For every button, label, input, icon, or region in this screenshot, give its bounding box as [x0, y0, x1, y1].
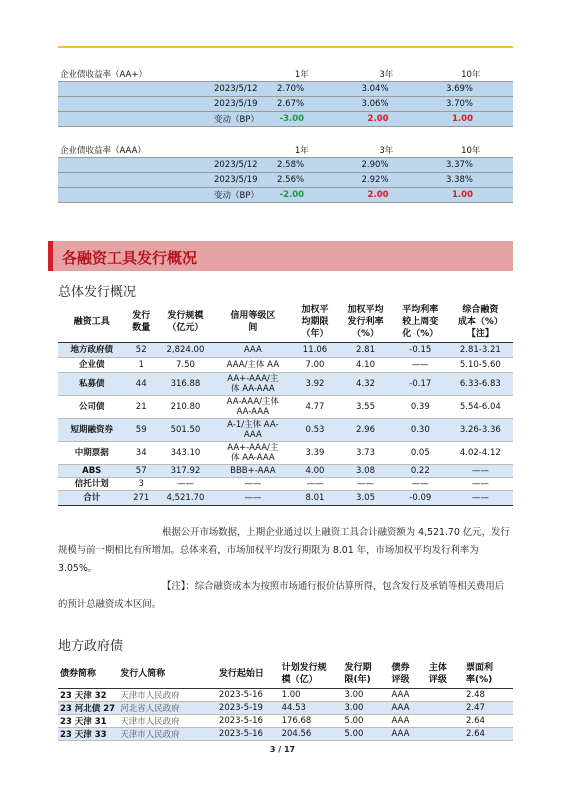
table-cell: ——	[157, 478, 214, 491]
local-gov-title: 地方政府债	[58, 639, 124, 654]
table-cell: 3.05	[338, 491, 393, 506]
table-row	[58, 419, 513, 442]
table-cell: 23 天津 31	[58, 715, 118, 728]
col-10y: 10年	[429, 143, 513, 158]
table-cell: 2.64	[464, 715, 513, 728]
cell: 2.56%	[260, 173, 344, 188]
table-row	[58, 702, 513, 715]
table-cell	[427, 689, 464, 702]
table-cell: 5.54-6.04	[448, 396, 513, 419]
table-cell: ——	[448, 478, 513, 491]
row-date: 2023/5/12	[212, 82, 260, 97]
table-cell: ——	[292, 478, 338, 491]
table-cell: 私募债	[58, 373, 125, 396]
change-cell: 1.00	[429, 112, 513, 127]
table-cell: 合计	[58, 491, 125, 506]
table-cell: AAA	[390, 702, 427, 715]
table-cell: 3.39	[292, 442, 338, 465]
col-1y: 1年	[260, 143, 344, 158]
table-row	[58, 442, 513, 465]
column-header: 发行起始日	[217, 660, 280, 689]
table-cell: 4.02-4.12	[448, 442, 513, 465]
table-cell: 34	[125, 442, 157, 465]
table-cell: 44	[125, 373, 157, 396]
column-header: 债券简称	[58, 660, 118, 689]
table-cell: 2.81	[338, 343, 393, 358]
table-cell: -0.17	[393, 373, 448, 396]
cell: 2.58%	[260, 158, 344, 173]
table-row	[58, 396, 513, 419]
table-cell: 1	[125, 358, 157, 373]
table-cell: 176.68	[280, 715, 343, 728]
table-cell: 短期融资券	[58, 419, 125, 442]
row-date: 2023/5/12	[212, 158, 260, 173]
column-header: 发行人简称	[118, 660, 217, 689]
change-cell: 2.00	[344, 112, 428, 127]
column-header: 加权平 均期限 （年）	[292, 302, 338, 343]
table-cell: 公司债	[58, 396, 125, 419]
bond-header-row	[58, 660, 513, 689]
table-cell: ——	[448, 491, 513, 506]
table-cell: 0.30	[393, 419, 448, 442]
cell: 2.92%	[344, 173, 428, 188]
table-cell: 204.56	[280, 728, 343, 741]
table-cell: 0.39	[393, 396, 448, 419]
table-cell: 0.05	[393, 442, 448, 465]
table-cell: 4.00	[292, 465, 338, 478]
cell: 3.37%	[429, 158, 513, 173]
column-header: 债券 评级	[390, 660, 427, 689]
table-cell: 3.55	[338, 396, 393, 419]
cell: 3.04%	[344, 82, 428, 97]
table-cell: 2.48	[464, 689, 513, 702]
table-cell: 天津市人民政府	[118, 715, 217, 728]
cell: 3.38%	[429, 173, 513, 188]
section-title: 各融资工具发行概况	[62, 249, 198, 267]
table-cell: 7.50	[157, 358, 214, 373]
column-header: 综合融资 成本（%） 【注】	[448, 302, 513, 343]
table-cell: 河北省人民政府	[118, 702, 217, 715]
issuance-header-row	[58, 302, 513, 343]
table-cell: 3.92	[292, 373, 338, 396]
table-cell: 2.47	[464, 702, 513, 715]
column-header: 计划发行规 模（亿）	[280, 660, 343, 689]
table-cell: 57	[125, 465, 157, 478]
table-cell: 343.10	[157, 442, 214, 465]
table-cell: 4.10	[338, 358, 393, 373]
table-cell: 210.80	[157, 396, 214, 419]
table-cell: 3	[125, 478, 157, 491]
cell: 3.69%	[429, 82, 513, 97]
table-cell: 天津市人民政府	[118, 728, 217, 741]
change-row	[58, 188, 513, 203]
table-cell: AAA	[390, 715, 427, 728]
column-header: 发行期 限(年)	[342, 660, 389, 689]
table-cell: 4,521.70	[157, 491, 214, 506]
table-cell: 44.53	[280, 702, 343, 715]
change-cell: 1.00	[429, 188, 513, 203]
table-cell: ABS	[58, 465, 125, 478]
table-row	[58, 173, 513, 188]
top-accent-line	[58, 46, 513, 48]
col-3y: 3年	[344, 67, 428, 82]
change-label: 变动（BP）	[212, 112, 260, 127]
table-cell: AAA	[214, 343, 292, 358]
table-cell: -0.15	[393, 343, 448, 358]
cell: 2.67%	[260, 97, 344, 112]
column-header: 主体 评级	[427, 660, 464, 689]
table-cell: A-1/主体 AA- AAA	[214, 419, 292, 442]
table-cell	[427, 715, 464, 728]
table-row	[58, 82, 513, 97]
table-cell: 5.00	[342, 715, 389, 728]
table-cell: 4.32	[338, 373, 393, 396]
table-cell: 2,824.00	[157, 343, 214, 358]
table-cell: 2023-5-16	[217, 689, 280, 702]
page-number: 3 / 17	[269, 745, 296, 754]
table-cell: 2023-5-19	[217, 702, 280, 715]
cell: 2.70%	[260, 82, 344, 97]
table-row	[58, 343, 513, 358]
cell: 3.06%	[344, 97, 428, 112]
table-cell: -0.09	[393, 491, 448, 506]
table-row	[58, 689, 513, 702]
row-date: 2023/5/19	[212, 97, 260, 112]
table-cell: 2.96	[338, 419, 393, 442]
yield-table-title: 企业债收益率（AAA）	[58, 143, 212, 158]
table-cell: 信托计划	[58, 478, 125, 491]
yield-table-aa-plus	[58, 67, 513, 127]
table-cell: 6.33-6.83	[448, 373, 513, 396]
table-cell: ——	[393, 478, 448, 491]
table-cell: 4.77	[292, 396, 338, 419]
table-cell: ——	[338, 478, 393, 491]
table-row	[58, 491, 513, 506]
table-cell: 3.00	[342, 702, 389, 715]
row-date: 2023/5/19	[212, 173, 260, 188]
column-header: 融资工具	[58, 302, 125, 343]
table-cell: 2023-5-16	[217, 715, 280, 728]
table-cell: 23 河北债 27	[58, 702, 118, 715]
column-header: 加权平均 发行利率 （%）	[338, 302, 393, 343]
column-header: 信用等级区 间	[214, 302, 292, 343]
table-cell: 3.08	[338, 465, 393, 478]
change-cell: -3.00	[260, 112, 344, 127]
table-cell: 271	[125, 491, 157, 506]
table-cell: AAA/主体 AA	[214, 358, 292, 373]
change-cell: 2.00	[344, 188, 428, 203]
issuance-table	[58, 302, 513, 506]
yield-table-aaa	[58, 143, 513, 203]
table-cell: 501.50	[157, 419, 214, 442]
table-cell: 5.00	[342, 728, 389, 741]
table-row	[58, 465, 513, 478]
col-1y: 1年	[260, 67, 344, 82]
table-row	[58, 97, 513, 112]
summary-paragraph: 根据公开市场数据，上期企业通过以上融资工具合计融资额为 4,521.70 亿元，发行规模与前一期相比有所增加。总体来看，市场加权平均发行期限为 8.01 年，市场加权平均发行利率为 3.05%。	[58, 527, 510, 574]
table-cell: 3.00	[342, 689, 389, 702]
table-cell: 3.73	[338, 442, 393, 465]
column-header: 发行 数量	[125, 302, 157, 343]
table-cell: ——	[214, 491, 292, 506]
cell: 2.90%	[344, 158, 428, 173]
change-row	[58, 112, 513, 127]
table-cell: 59	[125, 419, 157, 442]
table-cell: 地方政府债	[58, 343, 125, 358]
table-cell: AAA	[390, 728, 427, 741]
table-row	[58, 715, 513, 728]
table-cell: 5.10-5.60	[448, 358, 513, 373]
table-cell: 天津市人民政府	[118, 689, 217, 702]
table-cell	[427, 702, 464, 715]
table-cell: AA-AAA/主体 AA-AAA	[214, 396, 292, 419]
table-row	[58, 373, 513, 396]
table-cell: 23 天津 32	[58, 689, 118, 702]
table-row	[58, 478, 513, 491]
section-banner	[48, 241, 513, 271]
table-cell: 中期票据	[58, 442, 125, 465]
table-cell: 23 天津 33	[58, 728, 118, 741]
table-cell: 7.00	[292, 358, 338, 373]
column-header: 票面利 率(%)	[464, 660, 513, 689]
table-cell: BBB+-AAA	[214, 465, 292, 478]
table-cell: ——	[448, 465, 513, 478]
col-10y: 10年	[429, 67, 513, 82]
table-cell: 2.64	[464, 728, 513, 741]
table-cell: AA+-AAA/主 体 AA-AAA	[214, 442, 292, 465]
table-cell: ——	[214, 478, 292, 491]
banner-accent-bar	[48, 241, 53, 271]
bond-table	[58, 660, 513, 741]
column-header: 发行规模 （亿元）	[157, 302, 214, 343]
yield-table-title: 企业债收益率（AA+）	[58, 67, 212, 82]
table-cell: 0.22	[393, 465, 448, 478]
table-cell: 1.00	[280, 689, 343, 702]
table-cell: 企业债	[58, 358, 125, 373]
table-cell: 0.53	[292, 419, 338, 442]
table-row	[58, 728, 513, 741]
table-row	[58, 158, 513, 173]
table-cell: 3.26-3.36	[448, 419, 513, 442]
cell: 3.70%	[429, 97, 513, 112]
table-cell	[427, 728, 464, 741]
note-paragraph: 【注】：综合融资成本为按照市场通行报价估算所得，包含发行及承销等相关费用后的预计总融资成本区间。	[58, 581, 505, 610]
overview-title: 总体发行概况	[58, 285, 137, 300]
table-cell: 11.06	[292, 343, 338, 358]
change-cell: -2.00	[260, 188, 344, 203]
column-header: 平均利率 较上周变 化（%）	[393, 302, 448, 343]
table-cell: 2.81-3.21	[448, 343, 513, 358]
table-cell: AAA	[390, 689, 427, 702]
table-cell: AA+-AAA/主 体 AA-AAA	[214, 373, 292, 396]
col-3y: 3年	[344, 143, 428, 158]
table-cell: 8.01	[292, 491, 338, 506]
change-label: 变动（BP）	[212, 188, 260, 203]
table-cell: 2023-5-16	[217, 728, 280, 741]
table-cell: ——	[393, 358, 448, 373]
table-cell: 316.88	[157, 373, 214, 396]
table-cell: 317.92	[157, 465, 214, 478]
table-cell: 52	[125, 343, 157, 358]
table-row	[58, 358, 513, 373]
table-cell: 21	[125, 396, 157, 419]
